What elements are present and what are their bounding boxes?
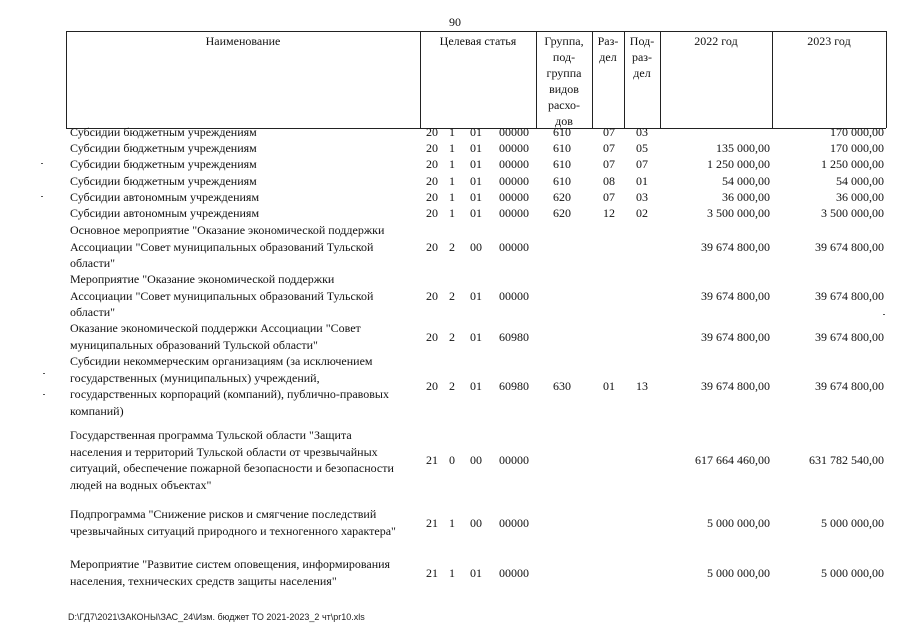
amount-2022: 36 000,00 (722, 190, 770, 205)
row-name-line: государственных (муниципальных) учреждений, (70, 370, 320, 385)
cell-c3: 01 (470, 157, 482, 172)
scan-speck (41, 196, 43, 197)
row-name-line: Субсидии бюджетным учреждениям (70, 157, 257, 171)
header-subsection-line: Под- (629, 34, 655, 48)
cell-c5: 610 (553, 174, 571, 189)
cell-c4: 60980 (499, 329, 529, 344)
header-group-line: видов (549, 82, 579, 96)
cell-c7: 07 (636, 157, 648, 172)
row-name-line: государственных корпораций (компаний), публично-правовых (70, 387, 389, 401)
amount-2023: 5 000 000,00 (821, 565, 884, 580)
row-name-line: людей на водных объектах" (70, 477, 212, 492)
file-path-footer: D:\ГД7\2021\ЗАКОНЫ\ЗАС_24\Изм. бюджет ТО 2021-2023_2 чт\pr10.xls (68, 612, 365, 622)
row-name (70, 427, 420, 493)
row-name (70, 189, 420, 206)
header-section-line: Раз- (597, 34, 619, 48)
cell-c3: 01 (470, 288, 482, 303)
cell-c6: 07 (603, 190, 615, 205)
row-name (70, 271, 420, 321)
amount-2022: 54 000,00 (722, 174, 770, 189)
row-name (70, 556, 420, 589)
cell-c1: 20 (426, 190, 438, 205)
cell-c1: 20 (426, 239, 438, 254)
cell-c4: 00000 (499, 174, 529, 189)
row-name-line: Ассоциации "Совет муниципальных образований Тульской (70, 239, 374, 254)
header-subsection-line: дел (633, 66, 651, 80)
header-subsection-line: раз- (631, 50, 653, 64)
cell-c1: 20 (426, 329, 438, 344)
cell-c4: 00000 (499, 515, 529, 530)
header-2023: 2023 год (807, 34, 851, 48)
cell-c7: 03 (636, 125, 648, 140)
header-group-line: Группа, (544, 34, 584, 48)
cell-c4: 00000 (499, 157, 529, 172)
cell-c3: 01 (470, 174, 482, 189)
row-name-line: населения и территорий Тульской области от чрезвычайных (70, 444, 378, 459)
cell-c3: 01 (470, 565, 482, 580)
cell-c2: 2 (449, 288, 455, 303)
cell-c4: 00000 (499, 206, 529, 221)
cell-c7: 02 (636, 206, 648, 221)
amount-2023: 36 000,00 (836, 190, 884, 205)
row-name-line: Оказание экономической поддержки Ассоциации "Совет (70, 321, 361, 335)
cell-c5: 610 (553, 157, 571, 172)
cell-c5: 630 (553, 379, 571, 393)
row-name (70, 205, 420, 222)
cell-c7: 05 (636, 141, 648, 156)
row-name-line: Субсидии бюджетным учреждениям (70, 125, 257, 139)
cell-c2: 1 (449, 141, 455, 156)
cell-c7: 13 (636, 379, 648, 393)
cell-c3: 01 (470, 206, 482, 221)
cell-c4: 00000 (499, 190, 529, 205)
row-name-line: Субсидии бюджетным учреждениям (70, 141, 257, 155)
row-name-line: компаний) (70, 403, 124, 418)
cell-c2: 2 (449, 239, 455, 254)
amount-2023: 170 000,00 (830, 125, 884, 140)
cell-c4: 00000 (499, 288, 529, 303)
scan-speck (41, 163, 43, 164)
amount-2022: 5 000 000,00 (707, 565, 770, 580)
row-name-line: ситуаций, обеспечение пожарной безопасности и безопасности (70, 461, 394, 475)
row-name-line: Субсидии автономным учреждениям (70, 206, 260, 220)
amount-2023: 5 000 000,00 (821, 515, 884, 530)
row-name-line: Подпрограмма "Снижение рисков и смягчение последствий (70, 507, 377, 521)
row-name-line: Субсидии бюджетным учреждениям (70, 174, 257, 188)
amount-2022: 39 674 800,00 (701, 329, 770, 344)
amount-2022: 5 000 000,00 (707, 515, 770, 530)
cell-c6: 12 (603, 206, 615, 221)
amount-2023: 54 000,00 (836, 174, 884, 189)
cell-c1: 20 (426, 157, 438, 172)
header-target: Целевая статья (439, 34, 517, 48)
amount-2023: 39 674 800,00 (815, 239, 884, 254)
row-name-line: Государственная программа Тульской области "Защита (70, 428, 352, 442)
header-section-line: дел (599, 50, 617, 64)
cell-c1: 20 (426, 141, 438, 156)
cell-c3: 01 (470, 190, 482, 205)
cell-c1: 21 (426, 453, 438, 467)
cell-c3: 01 (470, 379, 482, 393)
row-name-line: Субсидии некоммерческим организациям (за исключением (70, 354, 373, 368)
cell-c4: 00000 (499, 453, 529, 467)
cell-c6: 07 (603, 141, 615, 156)
row-name (70, 140, 420, 157)
header-name: Наименование (205, 34, 281, 48)
amount-2023: 3 500 000,00 (821, 206, 884, 221)
header-subsection (624, 33, 660, 81)
row-name-line: Мероприятие "Развитие систем оповещения, информирования (70, 557, 391, 571)
cell-c6: 08 (603, 174, 615, 189)
cell-c2: 2 (449, 329, 455, 344)
row-name (70, 124, 420, 141)
row-name-line: населения, технических средств защиты населения" (70, 573, 337, 588)
row-name-line: области" (70, 305, 116, 319)
cell-c1: 21 (426, 515, 438, 530)
row-name-line: Основное мероприятие "Оказание экономической поддержки (70, 223, 385, 237)
row-name-line: Мероприятие "Оказание экономической поддержки (70, 272, 335, 286)
cell-c5: 620 (553, 190, 571, 205)
row-name (70, 222, 420, 272)
cell-c2: 1 (449, 157, 455, 172)
cell-c2: 2 (449, 379, 455, 393)
cell-c4: 00000 (499, 239, 529, 254)
cell-c1: 20 (426, 379, 438, 393)
cell-c2: 1 (449, 190, 455, 205)
scan-speck (883, 314, 885, 315)
cell-c7: 01 (636, 174, 648, 189)
header-section (592, 33, 624, 65)
cell-c4: 00000 (499, 125, 529, 140)
row-name (70, 506, 420, 539)
header-top-rule (66, 31, 886, 32)
cell-c1: 20 (426, 206, 438, 221)
cell-c3: 01 (470, 141, 482, 156)
row-name (70, 320, 420, 353)
cell-c2: 1 (449, 206, 455, 221)
cell-c4: 00000 (499, 565, 529, 580)
cell-c1: 20 (426, 288, 438, 303)
amount-2023: 1 250 000,00 (821, 157, 884, 172)
amount-2023: 39 674 800,00 (815, 288, 884, 303)
cell-c3: 00 (470, 453, 482, 467)
cell-c1: 21 (426, 565, 438, 580)
amount-2023: 170 000,00 (830, 141, 884, 156)
amount-2023: 39 674 800,00 (815, 379, 884, 393)
row-name-line: муниципальных образований Тульской области" (70, 337, 318, 352)
cell-c3: 00 (470, 239, 482, 254)
row-name (70, 353, 420, 419)
amount-2022: 39 674 800,00 (701, 288, 770, 303)
row-name (70, 156, 420, 173)
cell-c6: 07 (603, 157, 615, 172)
cell-c1: 20 (426, 125, 438, 140)
cell-c5: 620 (553, 206, 571, 221)
header-group-line: дов (555, 114, 573, 128)
cell-c4: 00000 (499, 141, 529, 156)
amount-2022: 39 674 800,00 (701, 239, 770, 254)
row-name-line: Субсидии автономным учреждениям (70, 190, 260, 204)
page-number: 90 (449, 15, 461, 29)
cell-c6: 01 (603, 379, 615, 393)
header-group-line: группа (546, 66, 582, 80)
amount-2022: 617 664 460,00 (695, 453, 770, 467)
cell-c2: 1 (449, 565, 455, 580)
header-2022: 2022 год (694, 34, 738, 48)
cell-c6: 07 (603, 125, 615, 140)
cell-c5: 610 (553, 141, 571, 156)
row-name-line: области" (70, 256, 116, 270)
amount-2022: 1 250 000,00 (707, 157, 770, 172)
cell-c7: 03 (636, 190, 648, 205)
cell-c1: 20 (426, 174, 438, 189)
header-group-line: под- (552, 50, 576, 64)
scan-speck (43, 394, 45, 395)
cell-c3: 01 (470, 329, 482, 344)
cell-c2: 1 (449, 515, 455, 530)
amount-2023: 631 782 540,00 (809, 453, 884, 467)
cell-c2: 1 (449, 125, 455, 140)
amount-2022: 135 000,00 (716, 141, 770, 156)
cell-c3: 00 (470, 515, 482, 530)
cell-c2: 1 (449, 174, 455, 189)
cell-c3: 01 (470, 125, 482, 140)
header-group (536, 33, 592, 129)
row-name-line: чрезвычайных ситуаций природного и техногенного характера" (70, 523, 396, 538)
cell-c4: 60980 (499, 379, 529, 393)
scan-speck (43, 373, 45, 374)
row-name (70, 173, 420, 190)
amount-2023: 39 674 800,00 (815, 329, 884, 344)
cell-c2: 0 (449, 453, 455, 467)
amount-2022: 3 500 000,00 (707, 206, 770, 221)
amount-2022: 39 674 800,00 (701, 379, 770, 393)
row-name-line: Ассоциации "Совет муниципальных образований Тульской (70, 288, 374, 303)
header-group-line: расхо- (547, 98, 581, 112)
cell-c5: 610 (553, 125, 571, 140)
header-divider (886, 31, 887, 128)
